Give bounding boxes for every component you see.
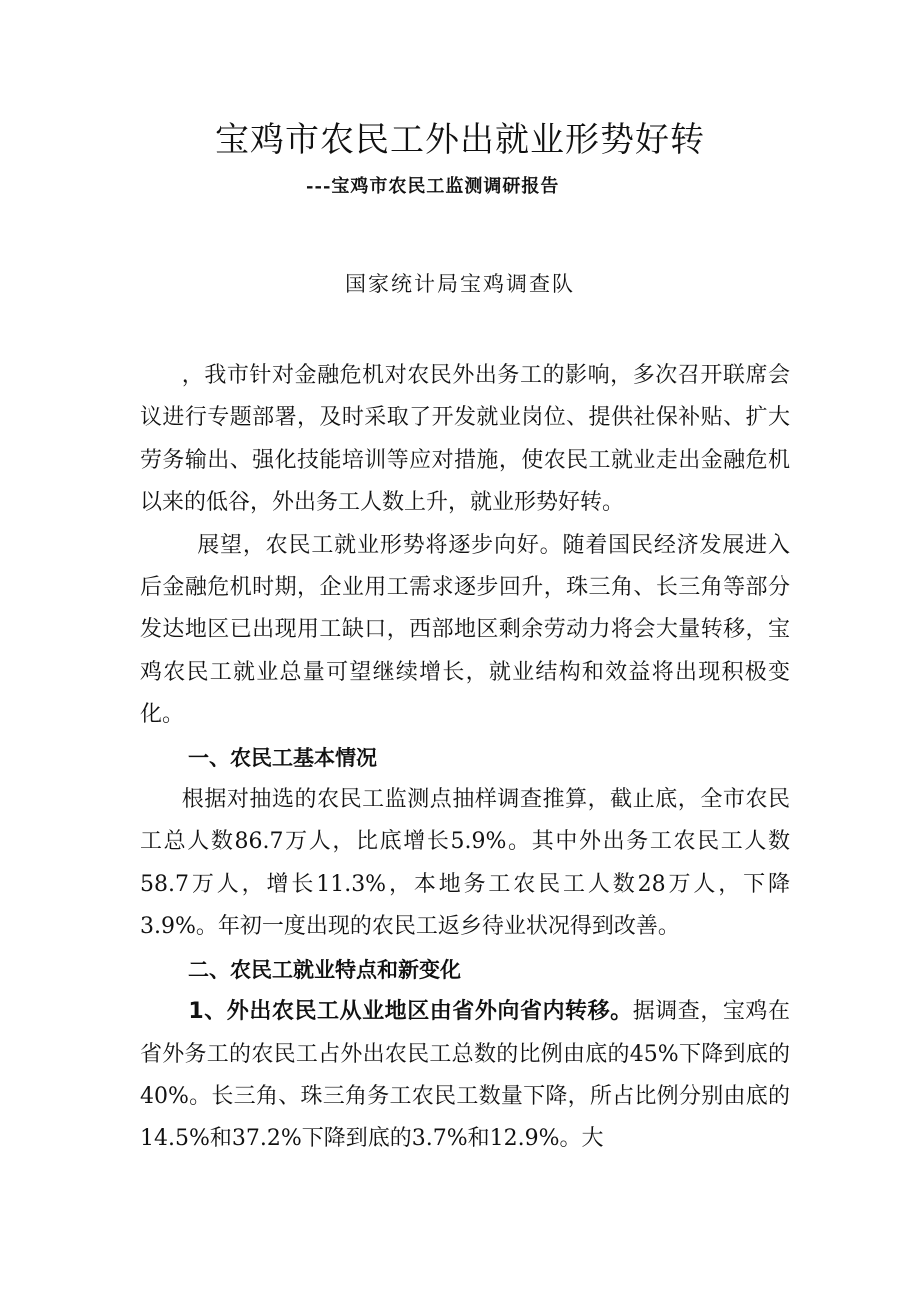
paragraph-basic-situation: 根据对抽选的农民工监测点抽样调查推算，截止底，全市农民工总人数86.7万人，比底增长5.9%。其中外出务工农民工人数58.7万人，增长11.3%，本地务工农民工人数28万人，下降3.9%。年初一度出现的农民工返乡待业状况得到改善。: [140, 787, 790, 940]
paragraph-point-1: [140, 991, 790, 1161]
document-body: [140, 355, 790, 1161]
document-author: 国家统计局宝鸡调查队: [345, 272, 575, 296]
document-title: 宝鸡市农民工外出就业形势好转: [215, 120, 705, 160]
document-subtitle: ---宝鸡市农民工监测调研报告: [306, 176, 560, 197]
paragraph-intro: ，我市针对金融危机对农民外出务工的影响，多次召开联席会议进行专题部署，及时采取了开发就业岗位、提供社保补贴、扩大劳务输出、强化技能培训等应对措施，使农民工就业走出金融危机以来的低谷，外出务工人数上升，就业形势好转。: [140, 363, 790, 516]
section-heading-1: 一、农民工基本情况: [188, 745, 377, 770]
section-heading-2: 二、农民工就业特点和新变化: [188, 957, 461, 982]
paragraph-outlook: 展望，农民工就业形势将逐步向好。随着国民经济发展进入后金融危机时期，企业用工需求逐步回升，珠三角、长三角等部分发达地区已出现用工缺口，西部地区剩余劳动力将会大量转移，宝鸡农民工就业总量可望继续增长，就业结构和效益将出现积极变化。: [140, 532, 790, 728]
point-1-text: 据调查，宝鸡在省外务工的农民工占外出农民工总数的比例由底的45%下降到底的40%。长三角、珠三角务工农民工数量下降，所占比例分别由底的14.5%和37.2%下降到底的3.7%和12.9%。大: [140, 999, 790, 1152]
point-1-lead: 1、外出农民工从业地区由省外向省内转移。: [188, 999, 633, 1025]
